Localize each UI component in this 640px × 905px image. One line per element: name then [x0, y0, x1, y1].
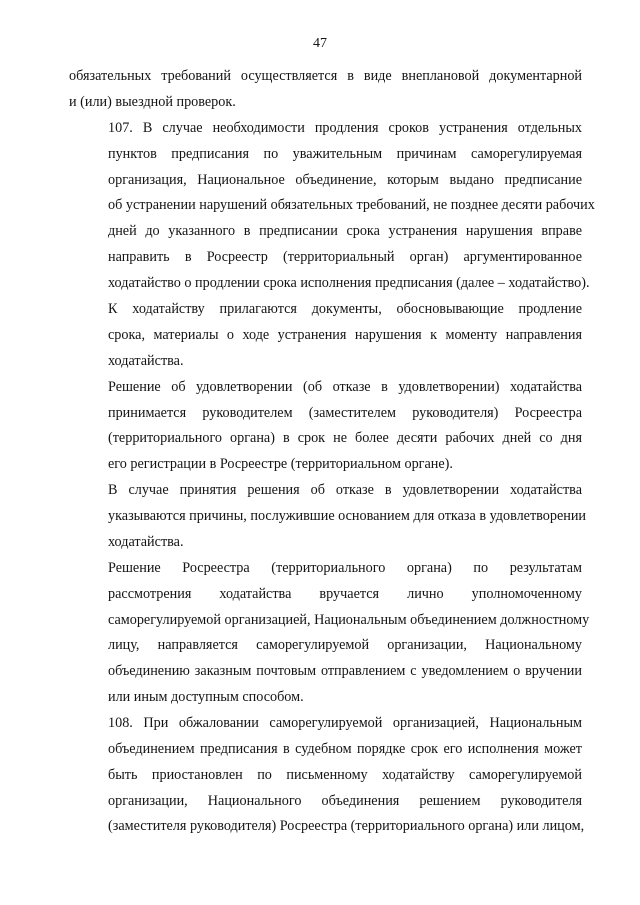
- text-line: организации, Национального объединения решением руководителя: [108, 792, 582, 809]
- text-line: обязательных требований осуществляется в виде внеплановой документарной: [69, 68, 582, 84]
- paragraph-documents: [69, 297, 582, 374]
- text-line: (территориального органа) в срок не более десяти рабочих дней со дня: [108, 430, 582, 447]
- text-line: К ходатайству прилагаются документы, обосновывающие продление: [108, 300, 582, 317]
- paragraph-108: [69, 711, 585, 840]
- text-line: организация, Национальное объединение, которым выдано предписание: [108, 171, 582, 188]
- text-line: лицу, направляется саморегулируемой организации, Национальному: [108, 637, 582, 654]
- text-line: ходатайство о продлении срока исполнения предписания (далее – ходатайство).: [108, 274, 590, 291]
- text-line: (заместителя руководителя) Росреестра (территориального органа) или лицом,: [108, 818, 585, 835]
- text-line: его регистрации в Росреестре (территориальном органе).: [108, 456, 453, 473]
- text-line: направить в Росреестр (территориальный орган) аргументированное: [108, 248, 582, 265]
- text-line: В случае принятия решения об отказе в удовлетворении ходатайства: [108, 482, 582, 499]
- text-line: об устранении нарушений обязательных требований, не позднее десяти рабочих: [108, 197, 595, 214]
- text-line: объединению заказным почтовым отправлением с уведомлением о вручении: [108, 663, 582, 680]
- page-number: 47: [313, 36, 327, 51]
- paragraph-107: [69, 116, 595, 297]
- text-line: дней до указанного в предписании срока устранения нарушения вправе: [108, 223, 582, 240]
- text-line: указываются причины, послужившие основанием для отказа в удовлетворении: [108, 508, 587, 525]
- text-line: срока, материалы о ходе устранения нарушения к моменту направления: [108, 326, 582, 343]
- text-line: пунктов предписания по уважительным причинам саморегулируемая: [108, 145, 582, 162]
- text-line: Решение об удовлетворении (об отказе в удовлетворении) ходатайства: [108, 378, 582, 395]
- text-line: и (или) выездной проверок.: [69, 93, 236, 110]
- body-text: [69, 64, 595, 840]
- text-line: ходатайства.: [108, 352, 184, 369]
- paragraph-continuation: [69, 64, 582, 116]
- text-line: объединением предписания в судебном порядке срок его исполнения может: [108, 741, 582, 758]
- paragraph-delivery: [69, 556, 590, 711]
- text-line: ходатайства.: [108, 533, 184, 550]
- text-line: или иным доступным способом.: [108, 689, 304, 706]
- text-line: рассмотрения ходатайства вручается лично уполномоченному: [108, 585, 582, 602]
- text-line: принимается руководителем (заместителем руководителя) Росреестра: [108, 404, 582, 421]
- text-line: саморегулируемой организацией, Национальным объединением должностному: [108, 611, 590, 628]
- text-line: 108. При обжаловании саморегулируемой организацией, Национальным: [108, 715, 582, 732]
- paragraph-decision: [69, 375, 582, 478]
- text-line: 107. В случае необходимости продления сроков устранения отдельных: [108, 119, 582, 136]
- text-line: Решение Росреестра (территориального органа) по результатам: [108, 560, 582, 577]
- text-line: быть приостановлен по письменному ходатайству саморегулируемой: [108, 766, 582, 783]
- paragraph-refusal: [69, 478, 587, 555]
